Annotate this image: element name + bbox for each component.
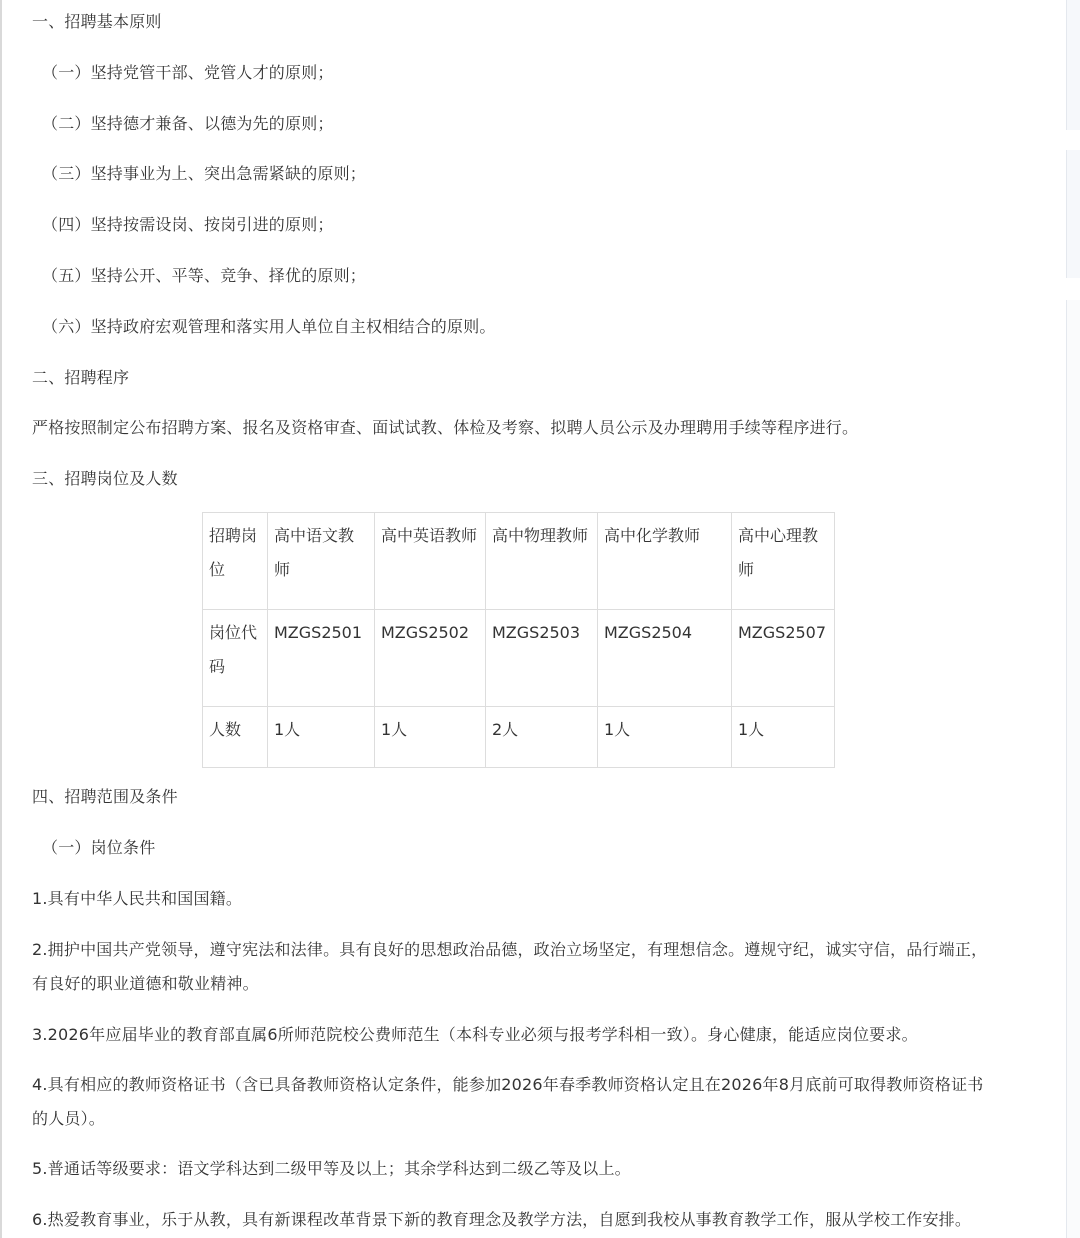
subsection-heading: （一）岗位条件 [42,838,156,857]
table-cell: 高中英语教师 [375,513,486,610]
section-heading-conditions: 四、招聘范围及条件 [32,787,178,806]
table-cell: 高中物理教师 [486,513,598,610]
table-cell: 1人 [598,707,732,768]
table-row [203,610,835,707]
table-cell: 1人 [375,707,486,768]
table-cell: MZGS2503 [486,610,598,707]
condition-item: 5.普通话等级要求：语文学科达到二级甲等及以上；其余学科达到二级乙等及以上。 [32,1159,631,1178]
sidebar-panel [1066,0,1080,130]
principle-item: （五）坚持公开、平等、竞争、择优的原则； [42,266,367,285]
table-cell: 2人 [486,707,598,768]
table-row [203,513,835,610]
principle-item: （四）坚持按需设岗、按岗引进的原则； [42,215,334,234]
sidebar-panel [1066,150,1080,278]
positions-table [202,512,835,768]
row-label-code: 岗位代码 [203,610,268,707]
table-cell: 高中心理教师 [732,513,835,610]
principle-item: （一）坚持党管干部、党管人才的原则； [42,63,334,82]
section-heading-principles: 一、招聘基本原则 [32,12,162,31]
row-label-position: 招聘岗位 [203,513,268,610]
table-cell: MZGS2502 [375,610,486,707]
sidebar-panel [1066,300,1080,1238]
table-cell: 1人 [268,707,375,768]
condition-item: 6.热爱教育事业，乐于从教，具有新课程改革背景下新的教育理念及教学方法，自愿到我校从事教育教学工作，服从学校工作安排。 [32,1210,972,1229]
principle-item: （二）坚持德才兼备、以德为先的原则； [42,114,334,133]
condition-item: 2.拥护中国共产党领导，遵守宪法和法律。具有良好的思想政治品德，政治立场坚定，有理想信念。遵规守纪，诚实守信，品行端正，有良好的职业道德和敬业精神。 [32,940,988,993]
table-cell: MZGS2501 [268,610,375,707]
section-heading-positions: 三、招聘岗位及人数 [32,469,178,488]
principle-item: （三）坚持事业为上、突出急需紧缺的原则； [42,164,367,183]
table-cell: 高中语文教师 [268,513,375,610]
table-cell: 高中化学教师 [598,513,732,610]
procedure-text: 严格按照制定公布招聘方案、报名及资格审查、面试试教、体检及考察、拟聘人员公示及办理聘用手续等程序进行。 [32,418,859,437]
row-label-count: 人数 [203,707,268,768]
condition-item: 4.具有相应的教师资格证书（含已具备教师资格认定条件，能参加2026年春季教师资格认定且在2026年8月底前可取得教师资格证书的人员）。 [32,1075,984,1128]
principle-item: （六）坚持政府宏观管理和落实用人单位自主权相结合的原则。 [42,317,496,336]
condition-item: 3.2026年应届毕业的教育部直属6所师范院校公费师范生（本科专业必须与报考学科相一致）。身心健康，能适应岗位要求。 [32,1025,918,1044]
section-heading-procedure: 二、招聘程序 [32,368,130,387]
table-cell: MZGS2504 [598,610,732,707]
table-cell: MZGS2507 [732,610,835,707]
table-row [203,707,835,768]
condition-item: 1.具有中华人民共和国国籍。 [32,889,243,908]
table-cell: 1人 [732,707,835,768]
